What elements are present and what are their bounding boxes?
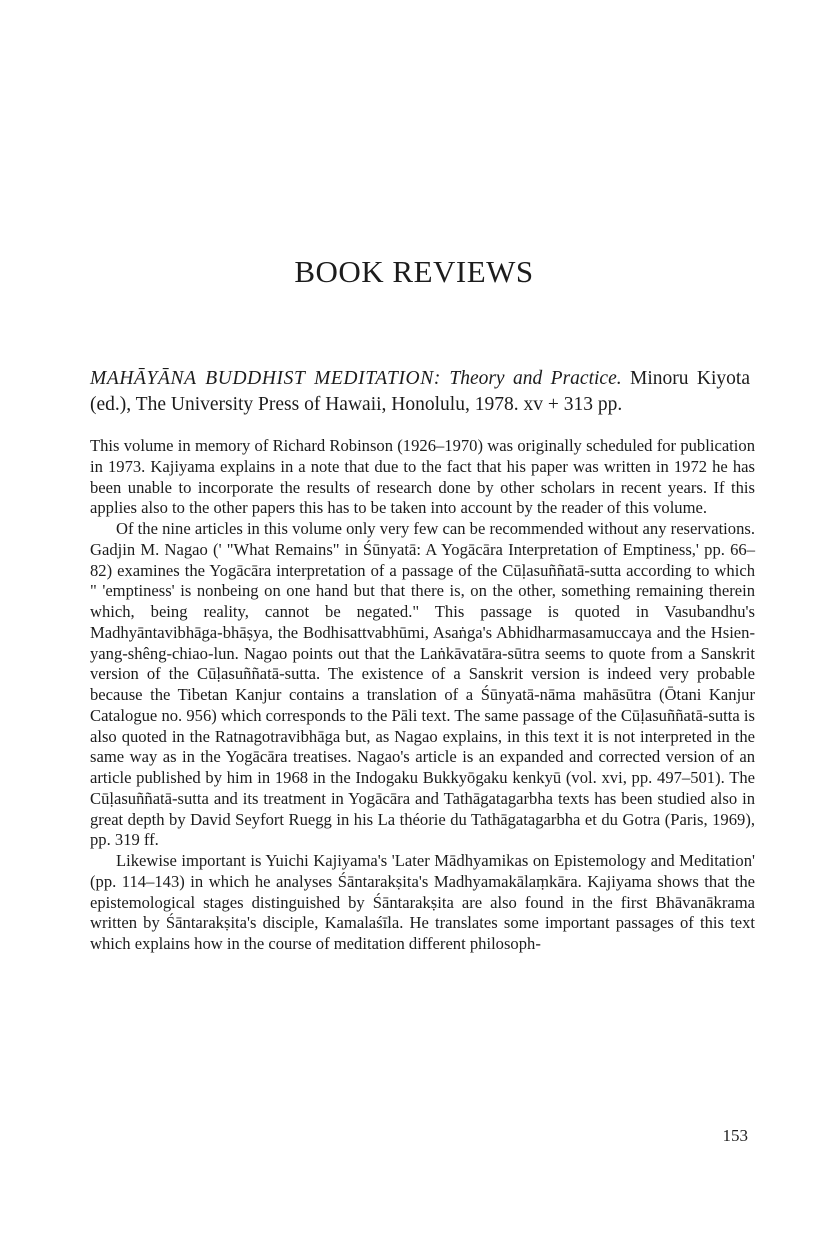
review-body <box>90 436 755 955</box>
review-citation <box>90 366 750 418</box>
paragraph-1: This volume in memory of Richard Robinson (1926–1970) was originally scheduled for publication in 1973. Kajiyama explains in a note that due to the fact that his paper was written in 1972 he has been unable to incorporate the results of research done by other scholars in recent years. If this applies also to the other papers this has to be taken into account by the reader of this volume. <box>90 436 755 518</box>
book-subtitle: Theory and Practice. <box>449 368 622 389</box>
book-title: MAHĀYĀNA BUDDHIST MEDITATION: <box>90 368 441 389</box>
paragraph-2: Of the nine articles in this volume only very few can be recommended without any reservations. Gadjin M. Nagao (' "What Remains" in Śūnyatā: A Yogācāra Interpretation of Emptiness,' pp. 66–82) examines the Yogācāra interpretation of a passage of the Cūḷasuññatā-sutta according to which " 'emptiness' is nonbeing on one hand but that there is, on the other, something remaining therein which, being reality, cannot be negated." This passage is quoted in Vasubandhu's Madhyāntavibhāga-bhāṣya, the Bodhisattvabhūmi, Asaṅga's Abhidharmasamuccaya and the Hsien-yang-shêng-chiao-lun. Nagao points out that the Laṅkāvatāra-sūtra seems to quote from a Sanskrit version of the Cūḷasuññatā-sutta. The existence of a Sanskrit version is indeed very probable because the Tibetan Kanjur contains a translation of a Śūnyatā-nāma mahāsūtra (Ōtani Kanjur Catalogue no. 956) which corresponds to the Pāli text. The same passage of the Cūḷasuññatā-sutta is also quoted in the Ratnagotravibhāga but, as Nagao explains, in this text it is not interpreted in the same way as in the Yogācāra treatises. Nagao's article is an expanded and corrected version of an article published by him in 1968 in the Indogaku Bukkyōgaku kenkyū (vol. xvi, pp. 497–501). The Cūḷasuññatā-sutta and its treatment in Yogācāra and Tathāgatagarbha texts has been studied also in great depth by David Seyfort Ruegg in his La théorie du Tathāgatagarbha et du Gotra (Paris, 1969), pp. 319 ff. <box>90 519 755 850</box>
section-heading: BOOK REVIEWS <box>294 254 534 289</box>
paragraph-3: Likewise important is Yuichi Kajiyama's 'Later Mādhyamikas on Epistemology and Meditation' (pp. 114–143) in which he analyses Śāntarakṣita's Madhyamakālaṃkāra. Kajiyama shows that the epistemological stages distinguished by Śāntarakṣita are also found in the first Bhāvanākrama written by Śāntarakṣita's disciple, Kamalaśīla. He translates some important passages of this text which explains how in the course of meditation different philosoph- <box>90 851 755 953</box>
page-number: 153 <box>722 1126 748 1145</box>
publication-details: Minoru Kiyota (ed.), The University Press of Hawaii, Honolulu, 1978. xv + 313 pp. <box>90 368 751 415</box>
